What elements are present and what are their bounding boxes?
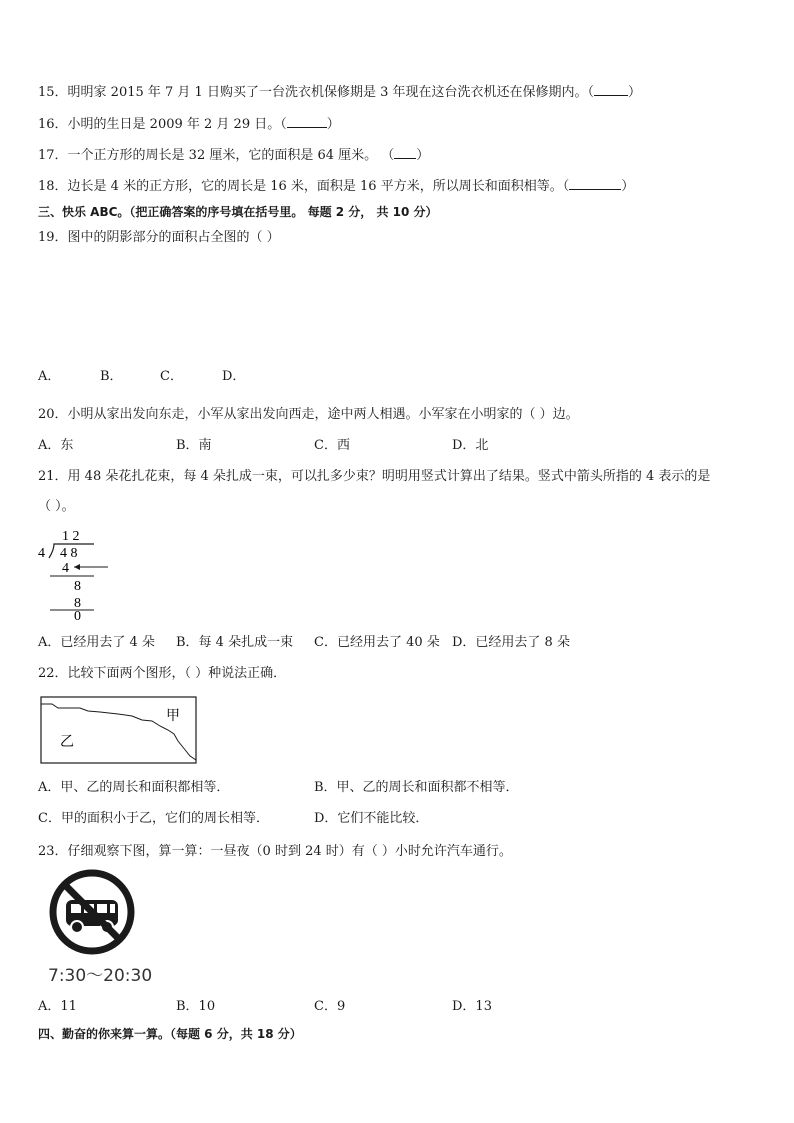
option-c[interactable]: C．甲的面积小于乙，它们的周长相等．: [38, 811, 269, 826]
option-b[interactable]: B．每 4 朵扎成一束: [176, 635, 294, 650]
quotient: 1 2: [62, 529, 80, 544]
label-yi: 乙: [60, 734, 74, 750]
option-d[interactable]: D．它们不能比较．: [314, 811, 429, 826]
step-1: 4: [62, 561, 69, 576]
question-18: 18．边长是 4 米的正方形，它的周长是 16 米，面积是 16 平方米，所以周长和面积相等。（ ）: [38, 179, 635, 194]
option-b[interactable]: B．: [100, 369, 123, 384]
option-b[interactable]: B．甲、乙的周长和面积都不相等．: [314, 780, 519, 795]
question-19-text: 19．图中的阴影部分的面积占全图的（ ）: [38, 230, 280, 245]
rectangle-outline: [41, 697, 196, 763]
question-15: 15．明明家 2015 年 7 月 1 日购买了一台洗衣机保修期是 3 年现在这台洗衣机还在保修期内。（ ）: [38, 85, 642, 100]
question-21-text: 21．用 48 朵花扎花束，每 4 朵扎成一束，可以扎多少束？明明用竖式计算出了结果。竖式中箭头所指的 4 表示的是: [38, 469, 711, 484]
answer-blank[interactable]: [569, 177, 621, 190]
option-c[interactable]: C．西: [314, 438, 350, 453]
question-17: 17．一个正方形的周长是 32 厘米，它的面积是 64 厘米。 （ ）: [38, 148, 430, 163]
option-a[interactable]: A．已经用去了 4 朵: [38, 635, 155, 650]
question-20-text: 20．小明从家出发向东走，小军从家出发向西走，途中两人相遇。小军家在小明家的（ ）边。: [38, 407, 579, 422]
remainder: 0: [74, 609, 81, 624]
option-a[interactable]: A．东: [38, 438, 74, 453]
question-15-text: 15．明明家 2015 年 7 月 1 日购买了一台洗衣机保修期是 3 年现在这台洗衣机还在保修期内。（: [38, 85, 594, 100]
step-3: 8: [74, 596, 81, 611]
option-c[interactable]: C．: [160, 369, 183, 384]
option-d[interactable]: D．北: [452, 438, 489, 453]
question-18-text: 18．边长是 4 米的正方形，它的周长是 16 米，面积是 16 平方米，所以周长和面积相等。（: [38, 179, 570, 194]
question-22-text: 22．比较下面两个图形，（ ）种说法正确．: [38, 666, 287, 681]
option-b[interactable]: B．南: [176, 438, 212, 453]
question-21-blank: （ ）。: [38, 499, 75, 514]
dividend: 4 8: [60, 546, 78, 561]
section-4-heading: 四、勤奋的你来算一算。（每题 6 分，共 18 分）: [38, 1027, 302, 1041]
option-a[interactable]: A．11: [38, 999, 77, 1014]
option-d[interactable]: D．13: [452, 999, 492, 1014]
answer-blank[interactable]: [594, 83, 628, 96]
option-a[interactable]: A．: [38, 369, 61, 384]
section-3-heading: 三、快乐 ABC。（把正确答案的序号填在括号里。 每题 2 分， 共 10 分）: [38, 205, 438, 219]
option-d[interactable]: D．已经用去了 8 朵: [452, 635, 570, 650]
option-c[interactable]: C．已经用去了 40 朵: [314, 635, 440, 650]
arrow-left-icon: [74, 564, 80, 570]
step-2: 8: [74, 579, 81, 594]
option-c[interactable]: C．9: [314, 999, 346, 1014]
question-16-text: 16．小明的生日是 2009 年 2 月 29 日。（: [38, 117, 287, 132]
option-b[interactable]: B．10: [176, 999, 216, 1014]
option-d[interactable]: D．: [222, 369, 246, 384]
divisor: 4: [38, 546, 45, 561]
question-23-text: 23．仔细观察下图，算一算：一昼夜（0 时到 24 时）有（ ）小时允许汽车通行。: [38, 844, 512, 859]
question-16: 16．小明的生日是 2009 年 2 月 29 日。（ ）: [38, 117, 340, 132]
long-division-figure: [36, 524, 116, 624]
answer-blank[interactable]: [287, 115, 327, 128]
allowed-time-range: 7:30～20:30: [48, 966, 153, 986]
label-jia: 甲: [166, 708, 180, 724]
answer-blank[interactable]: [394, 146, 416, 159]
no-vehicles-sign: [48, 868, 153, 988]
option-a[interactable]: A．甲、乙的周长和面积都相等．: [38, 780, 230, 795]
shape-comparison-figure: [40, 696, 198, 766]
question-17-text: 17．一个正方形的周长是 32 厘米，它的面积是 64 厘米。 （: [38, 148, 395, 163]
